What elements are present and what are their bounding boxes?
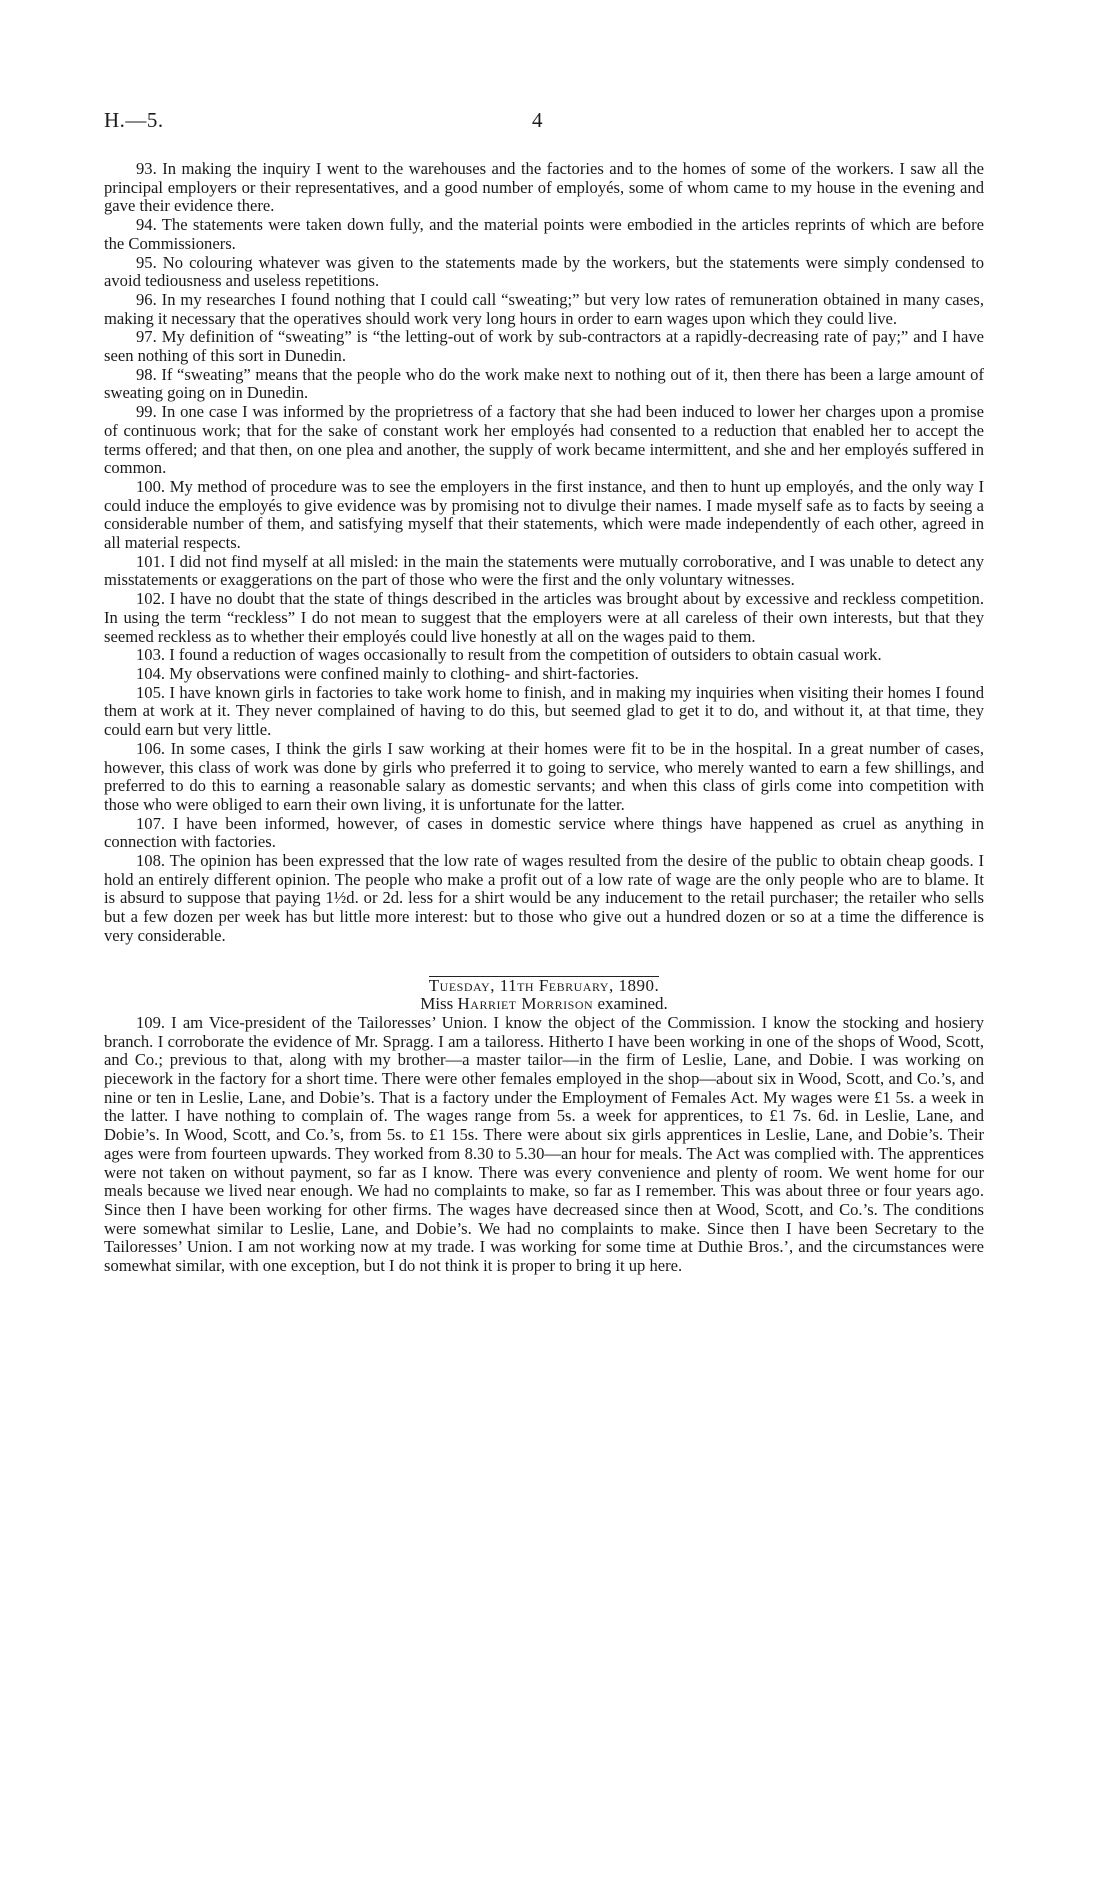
paragraph: 94. The statements were taken down fully, and the material points were embodied in the articles reprints of which are before the Commissioners. [104,215,984,253]
paragraph: 99. In one case I was informed by the proprietress of a factory that she had been induced to lower her charges upon a promise of continuous work; that for the sake of constant work her employés had consented to a reduction that enabled her to accept the terms offered; and that then, on one plea and another, the supply of work became intermittent, and she and her employés suffered in common. [104,402,984,478]
witness-title: Miss [420,994,454,1014]
witness-suffix: examined. [597,994,668,1014]
paragraph: 97. My definition of “sweating” is “the letting-out of work by sub-contractors at a rapidly-decreasing rate of pay;” and I have seen nothing of this sort in Dunedin. [104,327,984,366]
paragraph: 102. I have no doubt that the state of things described in the articles was brought about by excessive and reckless competition. In using the term “reckless” I do not mean to suggest that the employers were at all careless of their own interests, but that they seemed reckless as to whether their employés could live honestly at all on the wages paid to them. [104,589,984,646]
body-text [104,160,984,1276]
paragraph: 107. I have been informed, however, of cases in domestic service where things have happened as cruel as anything in connection with factories. [104,813,984,852]
document-reference: H.—5. [104,108,164,132]
paragraph: 104. My observations were confined mainly to clothing- and shirt-factories. [136,663,639,683]
paragraphs-after [104,1014,984,1276]
paragraph: 108. The opinion has been expressed that the low rate of wages resulted from the desire of the public to obtain cheap goods. I hold an entirely different opinion. The people who make a profit out of a low rate of wage are the only people who are to blame. It is absurd to suppose that paying 1½d. or 2d. less for a shirt would be any inducement to the retail purchaser; the retailer who sells but a few dozen per week has but little more interest: but to those who give out a hundred dozen or so at a time the difference is very considerable. [104,851,984,945]
paragraphs-before [104,160,984,946]
paragraph: 106. In some cases, I think the girls I saw working at their homes were fit to be in the hospital. In a great number of cases, however, this class of work was done by girls who preferred it to going to service, who merely wanted to earn a few shillings, and preferred to do this to earning a reasonable salary as domestic servants; and when this class of girls come into competition with those who were obliged to earn their own living, it is unfortunate for the latter. [104,738,984,814]
page-number: 4 [532,108,543,132]
witness-name: Harriet Morrison [457,994,594,1014]
witness-heading [104,995,984,1014]
paragraph: 101. I did not find myself at all misled: in the main the statements were mutually corroborative, and I was unable to detect any misstatements or exaggerations on the part of those who were the first and the only voluntary witnesses. [104,551,984,590]
session-date: Tuesday, 11th February, 1890. [428,975,660,995]
paragraph: 103. I found a reduction of wages occasionally to result from the competition of outsiders to obtain casual work. [136,645,882,665]
paragraph: 93. In making the inquiry I went to the warehouses and the factories and to the homes of some of the workers. I saw all the principal employers or their representatives, and a good number of employés, some of whom came to my house in the evening and gave their evidence there. [104,159,984,216]
paragraph: 95. No colouring whatever was given to the statements made by the workers, but the statements were simply condensed to avoid tediousness and useless repetitions. [104,252,984,291]
page-header [104,108,1004,138]
paragraph: 98. If “sweating” means that the people who do the work make next to nothing out of it, then there has been a large amount of sweating going on in Dunedin. [104,364,984,403]
paragraph: 109. I am Vice-president of the Tailoresses’ Union. I know the object of the Commission. I know the stocking and hosiery branch. I corroborate the evidence of Mr. Spragg. I am a tailoress. Hitherto I have been working in one of the shops of Wood, Scott, and Co.; previous to that, along with my brother—a master tailor—in the firm of Leslie, Lane, and Dobie. I was working on piecework in the factory for a short time. There were other females employed in the shop—about six in Wood, Scott, and Co.’s, and nine or ten in Leslie, Lane, and Dobie’s. That is a factory under the Employment of Females Act. My wages were £1 5s. a week in the latter. I have nothing to complain of. The wages range from 5s. a week for apprentices, to £1 7s. 6d. in Leslie, Lane, and Dobie’s. In Wood, Scott, and Co.’s, from 5s. to £1 15s. There were about six girls apprentices in Leslie, Lane, and Dobie’s. Their ages were from fourteen upwards. They worked from 8.30 to 5.30—an hour for meals. The Act was complied with. The apprentices were not taken on without payment, so far as I know. There was every convenience and plenty of room. We went home for our meals because we lived near enough. We had no complaints to make, so far as I remember. This was about three or four years ago. Since then I have been working for other firms. The wages have decreased since then at Wood, Scott, and Co.’s. The conditions were somewhat similar to Leslie, Lane, and Dobie’s. We had no complaints to make. Since then I have been Secretary to the Tailoresses’ Union. I am not working now at my trade. I was working for some time at Duthie Bros.’, and the circumstances were somewhat similar, with one exception, but I do not think it is proper to bring it up here. [104,1012,984,1276]
paragraph: 100. My method of procedure was to see the employers in the first instance, and then to hunt up employés, and the only way I could induce the employés to give evidence was by promising not to divulge their names. I made myself safe as to facts by seeing a considerable number of them, and satisfying myself that their statements, which were made independently of each other, agreed in all material respects. [104,476,984,553]
paragraph: 105. I have known girls in factories to take work home to finish, and in making my inquiries when visiting their homes I found them at work at it. They never complained of having to do this, but seemed glad to get it to do, and without it, at that time, they could earn but very little. [104,682,984,740]
paragraph: 96. In my researches I found nothing that I could call “sweating;” but very low rates of remuneration obtained in many cases, making it necessary that the operatives should work very long hours in order to earn wages upon which they could live. [104,289,984,328]
